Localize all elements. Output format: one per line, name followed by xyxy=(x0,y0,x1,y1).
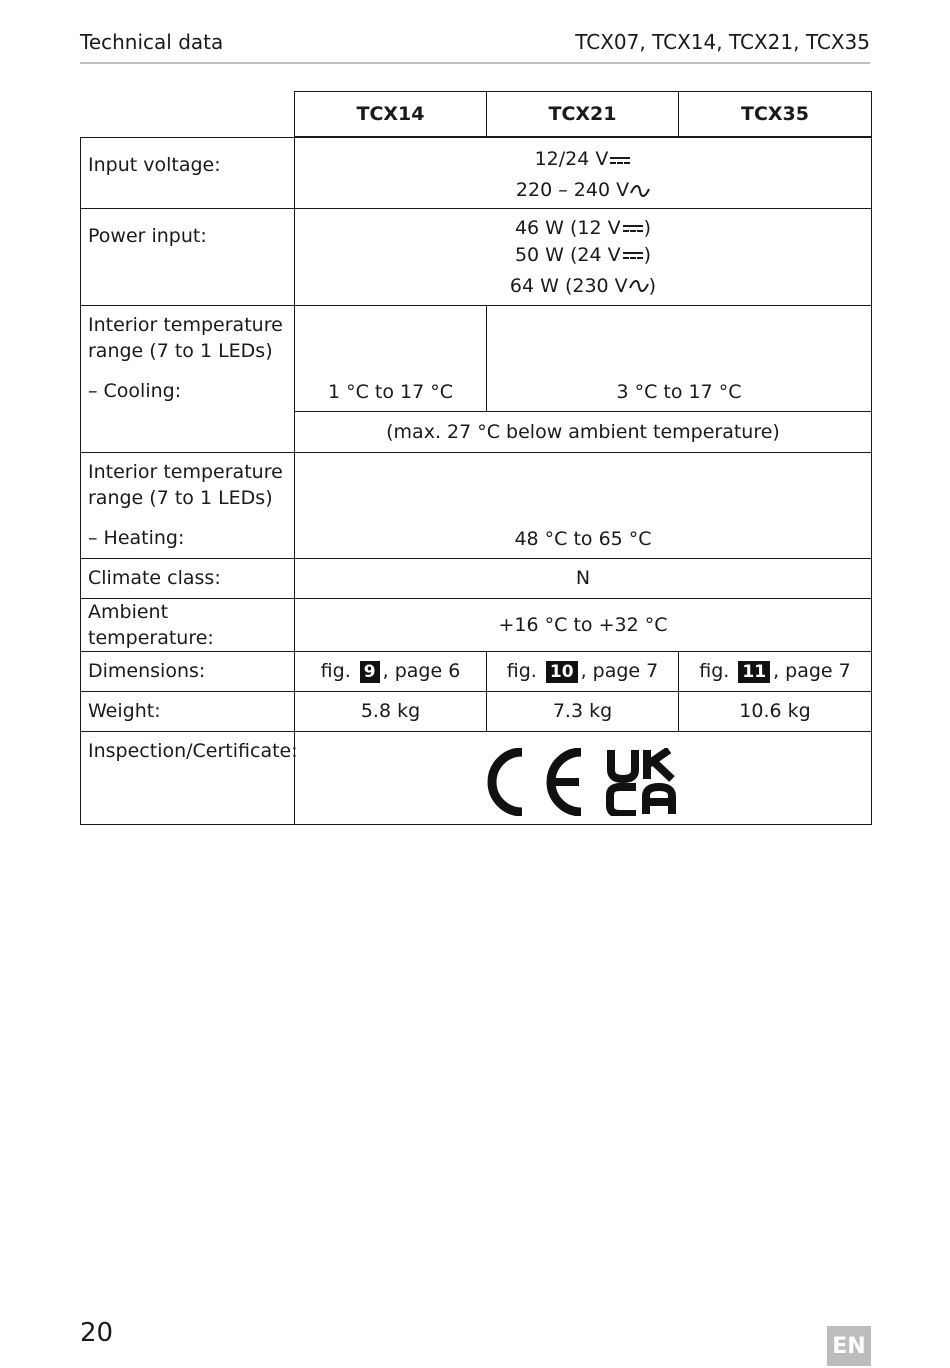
heating-label-line1: Interior temperature xyxy=(88,460,283,483)
dc-symbol-icon xyxy=(622,222,644,234)
weight-label: Weight: xyxy=(81,691,295,731)
ambient-temperature-label: Ambient temperature: xyxy=(81,598,295,651)
heating-label xyxy=(81,452,295,558)
input-voltage-value xyxy=(295,137,872,208)
cooling-note: (max. 27 °C below ambient temperature) xyxy=(295,411,872,452)
fig-text: fig. xyxy=(320,659,351,682)
weight-tcx14: 5.8 kg xyxy=(295,691,487,731)
cooling-label-line2: range (7 to 1 LEDs) xyxy=(88,339,273,362)
input-voltage-dc: 12/24 V xyxy=(534,148,609,170)
closing-paren: ) xyxy=(643,216,652,239)
cooling-label xyxy=(81,305,295,452)
certification-marks xyxy=(295,732,871,822)
power-input-24v: 50 W (24 V xyxy=(514,243,621,266)
heating-value: 48 °C to 65 °C xyxy=(295,452,872,558)
dimensions-page-ref: , page 7 xyxy=(580,659,659,682)
input-voltage-ac: 220 – 240 V xyxy=(515,179,630,201)
ac-symbol-icon xyxy=(630,185,650,197)
power-input-value xyxy=(295,208,872,305)
table-row-cooling xyxy=(81,305,872,411)
dimensions-page-ref: , page 7 xyxy=(773,659,851,682)
dimensions-label: Dimensions: xyxy=(81,651,295,691)
table-row-input-voltage xyxy=(81,137,872,208)
dimensions-tcx21 xyxy=(487,651,679,691)
weight-tcx35: 10.6 kg xyxy=(679,691,872,731)
cooling-value-tcx14: 1 °C to 17 °C xyxy=(295,305,487,411)
table-row-ambient-temperature xyxy=(81,598,872,651)
ce-mark-icon xyxy=(486,748,584,816)
closing-paren: ) xyxy=(643,243,652,266)
column-header-tcx14: TCX14 xyxy=(295,92,487,138)
table-row-climate-class xyxy=(81,558,872,598)
inspection-label: Inspection/Certificate: xyxy=(81,731,295,824)
dimensions-tcx14 xyxy=(295,651,487,691)
header-divider xyxy=(80,62,870,64)
header-empty-cell xyxy=(81,92,295,138)
power-input-label: Power input: xyxy=(81,208,295,305)
ukca-mark-icon xyxy=(606,748,680,816)
figure-number-badge: 9 xyxy=(360,661,380,683)
dimensions-tcx35 xyxy=(679,651,872,691)
header-model-list: TCX07, TCX14, TCX21, TCX35 xyxy=(575,30,870,54)
heating-label-line2: range (7 to 1 LEDs) xyxy=(88,486,273,509)
inspection-marks xyxy=(295,731,872,824)
ambient-temperature-value: +16 °C to +32 °C xyxy=(295,598,872,651)
cooling-label-line3: – Cooling: xyxy=(88,379,182,402)
column-header-tcx35: TCX35 xyxy=(679,92,872,138)
fig-text: fig. xyxy=(699,659,730,682)
dimensions-page-ref: , page 6 xyxy=(382,659,461,682)
table-row-weight xyxy=(81,691,872,731)
table-row-dimensions xyxy=(81,651,872,691)
climate-class-label: Climate class: xyxy=(81,558,295,598)
table-row-power-input xyxy=(81,208,872,305)
closing-paren: ) xyxy=(648,274,657,297)
power-input-230v: 64 W (230 V xyxy=(509,274,628,297)
column-header-tcx21: TCX21 xyxy=(487,92,679,138)
figure-number-badge: 11 xyxy=(738,661,770,683)
header-section-title: Technical data xyxy=(80,30,224,54)
input-voltage-label: Input voltage: xyxy=(81,137,295,208)
table-row-heating xyxy=(81,452,872,558)
table-header-row xyxy=(81,92,872,138)
table-row-inspection xyxy=(81,731,872,824)
language-tab: EN xyxy=(827,1326,871,1366)
heating-label-line3: – Heating: xyxy=(88,526,185,549)
dc-symbol-icon xyxy=(609,154,631,166)
figure-number-badge: 10 xyxy=(546,661,578,683)
power-input-12v: 46 W (12 V xyxy=(514,216,621,239)
dc-symbol-icon xyxy=(622,249,644,261)
ac-symbol-icon xyxy=(629,280,649,292)
fig-text: fig. xyxy=(506,659,537,682)
cooling-value-tcx21-tcx35: 3 °C to 17 °C xyxy=(487,305,872,411)
weight-tcx21: 7.3 kg xyxy=(487,691,679,731)
climate-class-value: N xyxy=(295,558,872,598)
technical-data-table xyxy=(80,91,872,825)
cooling-label-line1: Interior temperature xyxy=(88,313,283,336)
page-number: 20 xyxy=(80,1318,114,1348)
